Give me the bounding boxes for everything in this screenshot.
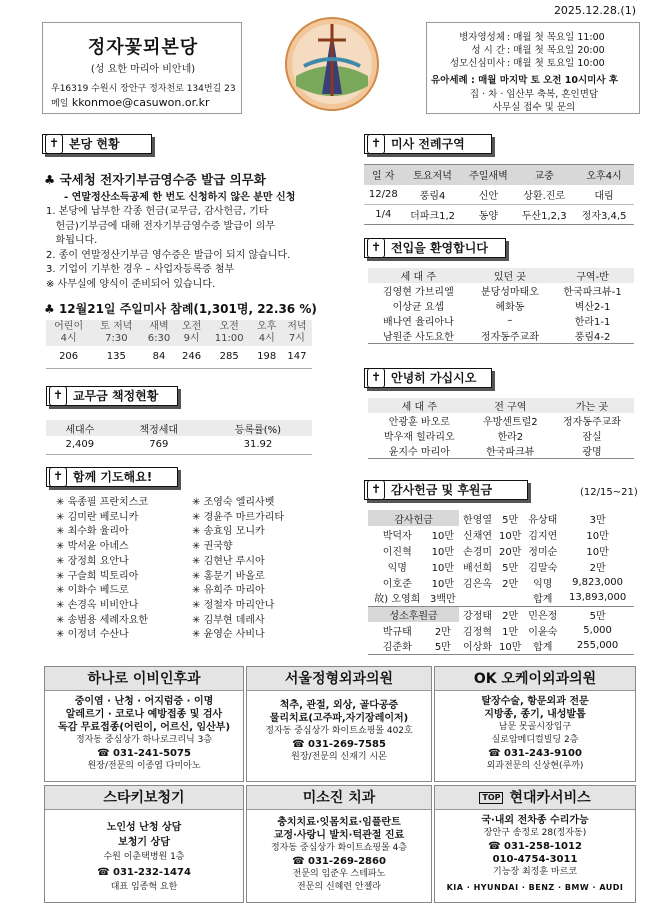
section-thanks-header: ✝ 감사헌금 및 후원금 [364,480,528,500]
blessing-notice: 집 · 차 · 임산부 축복, 혼인면담 [469,89,599,100]
thanks-row: 박덕자 10만 신채연 10만 김지연 10만 [382,530,609,542]
thanks-row: 이호준 10만 김은옥 2만 익명 9,823,000 [382,576,624,590]
news-item: 화됩니다. [46,235,98,246]
ad-ok-surgery: OK 오케이외과의원 탈장수술, 항문외과 전문 지방종, 종기, 내성발톱 남문 못골시장입구 실로암메디컬빌딩 2층 ☎ 031-243-9100 외과전문의 신상현(루까) [434,666,636,782]
top-badge: TOP [479,792,503,804]
prayer-item: ✳ 홍문기 바올로 [192,570,265,582]
church-email[interactable]: kkonmoe@casuwon.or.kr [71,96,210,109]
news-item: 헌금)기부금에 대해 전자기부금영수증 발급이 의무 [46,220,276,232]
cross-icon: ✝ [49,467,67,487]
cross-icon: ✝ [45,134,63,154]
attendance-header-row [46,320,312,346]
prayer-item: ✳ 구슬희 빅토리아 [56,570,139,582]
prayer-item: ✳ 권국향 [192,541,233,553]
mass-area-table [364,164,634,225]
mass-row: 병자영성체 : 매월 첫 목요일 11:00 [459,32,605,43]
welcome-row: 배나연 율리아나 – 한라1-1 [382,315,611,328]
news-headline-1: ♣ 국세청 전자기부금영수증 발급 의무화 [44,172,266,187]
farewell-row: 안광훈 바오로 우방센트럴2 정자동주교좌 [388,417,621,428]
attendance-header: 새벽 6:30 [147,321,171,344]
attendance-header: 어린이 4시 [54,321,84,344]
attendance-value: 84 [152,351,166,363]
attendance-value: 135 [106,351,126,363]
ad-phone[interactable]: ☎ 031-258-1012 [488,841,582,852]
mass-row: 성 시 간 : 매월 첫 목요일 20:00 [471,45,605,56]
cross-icon: ✝ [367,238,385,258]
section-dues-header: ✝ 교무금 책정현황 [46,386,178,406]
prayer-item: ✳ 김부현 데레사 [192,614,265,626]
mass-area-row: 12/28 풍림4 신안 상환.진로 대림 [364,185,634,205]
welcome-row: 이상균 요셉 혜화동 벽산2-1 [392,302,611,313]
ad-mobile[interactable]: 010-4754-3011 [492,854,578,865]
prayer-item: ✳ 조영숙 엘리사벳 [192,497,275,508]
prayer-item: ✳ 김현난 루시아 [192,555,265,567]
ad-title: 서울정형외과의원 [247,667,431,691]
ad-starkey: 스타키보청기 노인성 난청 상담 보청기 상담 수원 이춘택병원 1층 ☎ 031-232-1474 대표 임종혁 요한 [44,785,244,903]
news-list [46,205,326,292]
attendance-values-row [46,346,312,368]
attendance-value: 285 [219,351,239,363]
prayer-item: ✳ 이정녀 수산나 [56,629,129,641]
ad-phone[interactable]: ☎ 031-243-9100 [488,748,582,759]
church-logo-icon [282,16,382,112]
attendance-value: 246 [182,351,202,363]
prayer-item: ✳ 송범용 세례자요한 [56,614,149,626]
dues-values-row: 2,409 769 31.92 [46,436,312,454]
ad-misojin-dental: 미소진 치과 충치치료·잇몸치료·임플란트 교정·사랑니 발치·턱관절 진료 정자동 중심상가 화이트쇼핑몰 4층 ☎ 031-269-2860 전문의 임준우 스테파노 전문의 신혜련 안젤라 [246,785,432,903]
issue-date: 2025.12.28.(1) [553,4,636,17]
thanks-row: 익명 10만 배선희 5만 김말숙 2만 [387,562,606,574]
attendance-header: 토 저녁 7:30 [100,321,133,344]
thanks-table [368,510,634,655]
ad-phone[interactable]: ☎ 031-269-7585 [292,739,386,750]
thanks-row: 성소후원금 강정태 2만 민은정 5만 [368,606,634,622]
ad-title-row [435,786,635,810]
attendance-header: 오전 9시 [181,321,202,344]
prayer-item: ✳ 유희주 마리아 [192,585,265,597]
mass-schedule-box [426,22,640,114]
prayer-item: ✳ 경윤주 마르가리타 [192,511,285,523]
mass-area-row: 1/4 더파크1,2 동양 두산1,2,3 정자3,4,5 [375,209,627,222]
farewell-row: 박우재 힐라리오 한라2 잠실 [383,432,602,443]
prayer-item: ✳ 박서윤 아녜스 [56,541,129,553]
news-item: ※ 사무실에 양식이 준비되어 있습니다. [46,278,216,290]
thanks-row: 김준화 5만 이상화 10만 합계 255,000 [382,640,619,654]
attendance-header: 오후 4시 [257,321,277,344]
ad-phone[interactable]: ☎ 031-269-2860 [292,856,386,867]
baptism-notice: 유아세례 : 매월 마지막 토 오전 10시미사 후 [431,75,619,86]
section-welcome-header: ✝ 전입을 환영합니다 [364,238,506,258]
prayer-item: ✳ 최수화 율리아 [56,526,129,538]
ad-hyundai-car-service: TOP 현대카서비스 국·내외 전차종 수리가능 장안구 송정로 28(정자동) ☎ 031-258-1012 010-4754-3011 기능장 최정훈 마르코 KIA · HYUNDAI · BENZ · BMW · AUDI [434,785,636,903]
news-item: 3. 기업이 기부한 경우 – 사업자등록증 첨부 [46,264,235,275]
section-news-header: ✝ 본당 현황 [42,134,152,154]
cross-icon: ✝ [367,368,385,388]
thanks-period: (12/15~21) [580,487,638,498]
attendance-header: 저녁 7시 [287,321,307,344]
ad-title: 스타키보청기 [45,786,243,810]
attendance-value: 206 [59,351,79,363]
car-brand-logos: KIA · HYUNDAI · BENZ · BMW · AUDI [446,883,624,892]
attendance-table [46,320,312,369]
farewell-table [368,398,634,459]
prayer-item: ✳ 정철자 마리안나 [192,599,275,611]
ad-title: 현대카서비스 [509,790,591,806]
prayer-list-right [192,496,284,643]
ad-phone[interactable]: ☎ 031-232-1474 [97,867,191,878]
attendance-value: 198 [257,351,277,363]
thanks-row: 박규태 2만 김정혁 1만 이윤숙 5,000 [382,624,612,638]
church-address: 우16319 수원시 장안구 정자천로 134번길 23 [51,84,236,94]
ad-seoul-orthopedics: 서울정형외과의원 척추, 관절, 외상, 골다공증 물리치료(고주파,자기장레이저) 정자동 중심상가 화이트쇼핑몰 402호 ☎ 031-269-7585 원장/전문의 신재기 시몬 [246,666,432,782]
section-mass-area-header: ✝ 미사 전례구역 [364,134,492,154]
prayer-item: ✳ 이화수 베드로 [56,585,129,597]
church-patron: (성 요한 마리아 비안네) [90,64,196,75]
prayer-item: ✳ 장정희 요안나 [56,555,129,567]
attendance-header: 오전 11:00 [214,321,244,344]
welcome-table [368,268,634,344]
thanks-row: 故) 오영희 3백만 합계 13,893,000 [368,590,634,606]
welcome-row: 김영현 가브리엘 분당성마태오 한국파크뷰-1 [382,287,622,298]
prayer-list-left [56,496,148,643]
news-headline-1-sub: - 연말정산소득공제 한 번도 신청하지 않은 분만 신청 [64,192,296,203]
welcome-row: 남원준 사도요한 정자동주교좌 풍림4-2 [382,332,611,343]
ad-title: 하나로 이비인후과 [45,667,243,691]
dues-table [46,420,312,455]
office-notice: 사무실 접수 및 문의 [492,102,576,113]
thanks-row: 이진혁 10만 손경미 20만 정미순 10만 [382,546,609,558]
attendance-value: 147 [287,351,307,363]
thanks-row: 감사헌금 한영열 5만 유상태 3만 [368,510,634,526]
news-item: 2. 종이 연말정산기부금 영수증은 발급이 되지 않습니다. [46,249,291,261]
cross-icon: ✝ [49,386,67,406]
news-item: 1. 본당에 납부한 각종 헌금(교무금, 감사헌금, 기타 [46,206,269,217]
section-prayer-header: ✝ 함께 기도해요! [46,467,178,487]
news-headline-2: ♣ 12월21일 주일미사 참례(1,301명, 22.36 %) [44,302,317,316]
welcome-header-row: 세 대 주 있던 곳 구역-반 [368,268,634,283]
mass-area-header-row: 일 자 토요저녁 주일새벽 교중 오후4시 [364,165,634,185]
cross-icon: ✝ [367,480,385,500]
prayer-item: ✳ 육종필 프란치스코 [56,497,149,508]
prayer-item: ✳ 김미란 베로니카 [56,511,139,523]
ad-title: OK 오케이외과의원 [435,667,635,691]
farewell-header-row: 세 대 주 전 구역 가는 곳 [368,398,634,413]
ad-title: 미소진 치과 [247,786,431,810]
ad-hanaro-ent: 하나로 이비인후과 중이염 · 난청 · 어지럼증 · 이명 알레르기 · 코로나 예방접종 및 검사 독감 무료접종(어린이, 어르신, 임산부) 정자동 중심상가 하나로크리닉 3층 ☎ 031-241-5075 원장/전문의 이종엽 다미아노 [44,666,244,782]
church-email-line [51,96,241,109]
ad-phone[interactable]: ☎ 031-241-5075 [97,748,191,759]
church-name: 정자꽃뫼본당 [87,37,199,58]
prayer-item: ✳ 윤영순 사비나 [192,629,265,641]
prayer-item: ✳ 송효임 모니카 [192,526,265,538]
mass-row: 성모신심미사 : 매월 첫 토요일 10:00 [449,58,605,69]
church-info-box [42,22,242,114]
dues-header-row: 세대수 책정세대 등록률(%) [46,420,312,436]
email-label: 메일 [51,99,69,109]
cross-icon: ✝ [367,134,385,154]
section-farewell-header: ✝ 안녕히 가십시오 [364,368,492,388]
farewell-row: 윤지수 마리아 한국파크뷰 광명 [388,447,602,458]
prayer-item: ✳ 손경옥 비비안나 [56,599,139,611]
